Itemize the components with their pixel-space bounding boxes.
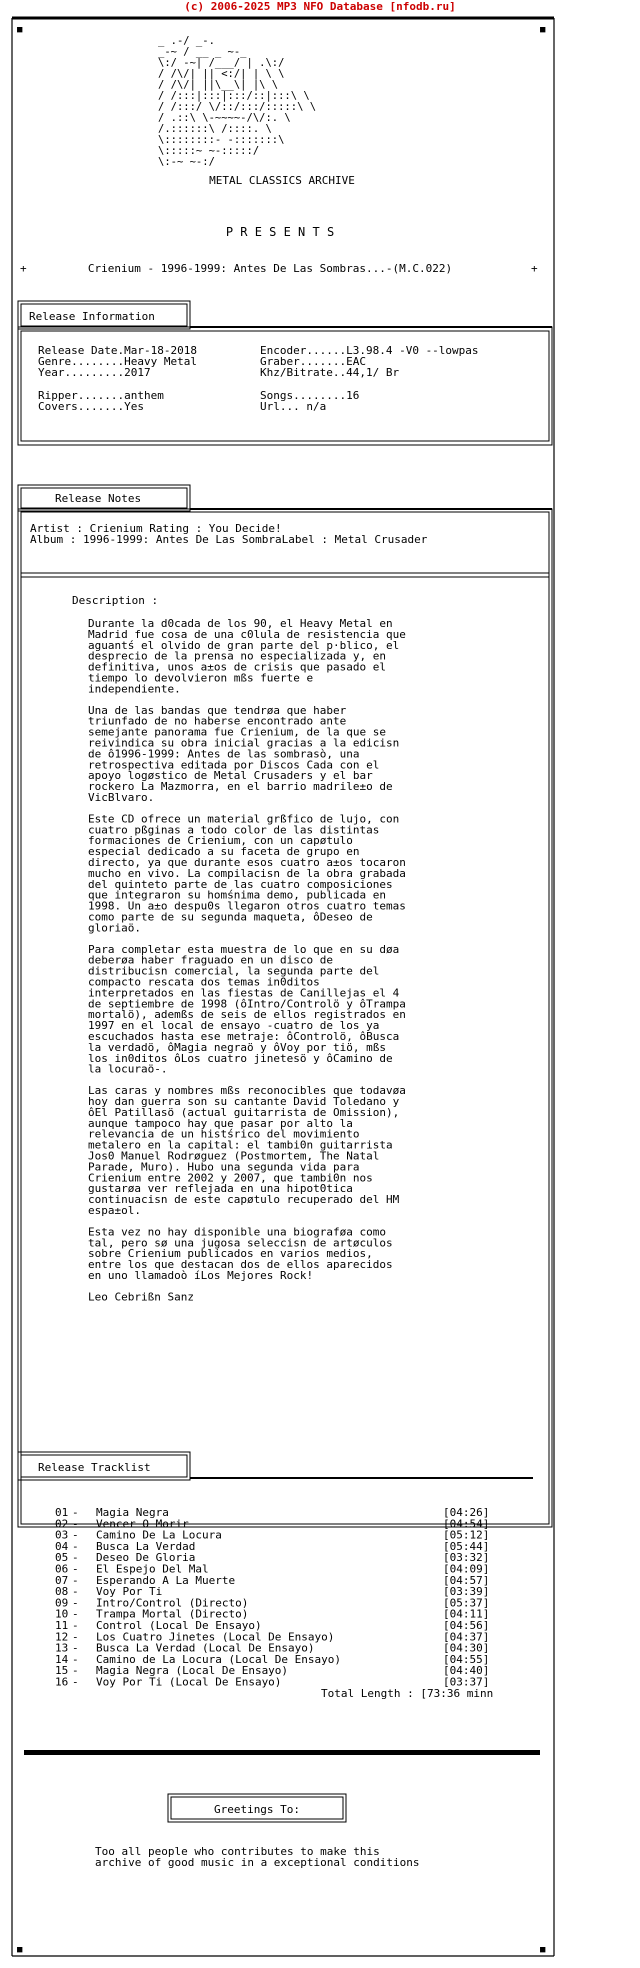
release-info-field: Khz/Bitrate..44,1/ Br [260,366,400,379]
description-line: relevancia de un histśrico del movimiento [88,1127,360,1141]
greetings-heading: Greetings To: [213,1803,301,1816]
description-line: aunque tampoco hay que pasar por alto la [88,1116,353,1130]
description-line: del quinteto parte de las cuatro composiciones [88,877,393,891]
description-line: retrospectiva editada por Discos Cada con el [88,758,380,772]
track-title: Voy Por Ti (Local De Ensayo) [96,1675,282,1689]
artist-line: Artist : Crienium Rating : You Decide! [30,522,282,535]
track-number: 10 [55,1607,69,1621]
track-dash: - [72,1528,79,1542]
release-title: Crienium - 1996-1999: Antes De Las Sombras...-(M.C.022) [87,262,453,275]
track-title: Trampa Mortal (Directo) [96,1607,249,1621]
track-duration: [04:09] [443,1562,490,1576]
track-title: Voy Por Ti [96,1585,163,1599]
release-info-heading: Release Information [29,310,155,323]
track-dash: - [72,1664,79,1678]
description-line: triunfado de no haberse encontrado ante [88,714,347,728]
track-number: 06 [55,1562,69,1576]
track-title: Magia Negra (Local De Ensayo) [96,1664,289,1678]
track-number: 08 [55,1585,69,1599]
description-line: deberøa haber fraguado en un disco de [88,953,334,967]
logo-art-line: \::::::::- -:::::::\ [158,134,285,146]
frame-corner-marker: ■ [17,25,23,35]
track-number: 09 [55,1596,69,1610]
track-number: 05 [55,1551,69,1565]
description-line: interpretados en las fiestas de Canillejas el 4 [88,986,400,1000]
track-number: 15 [55,1664,69,1678]
greetings-line: Too all people who contributes to make this [95,1845,380,1858]
track-dash: - [72,1630,79,1644]
logo-art-line: /.::::::\ /::::. \ [158,123,272,135]
description-line: formaciones de Crienium, con un capøtulo [88,834,353,848]
track-title: Magia Negra [96,1506,169,1519]
track-number: 11 [55,1619,69,1632]
description-line: Madrid fue cosa de una c0lula de resistencia que [88,627,406,641]
description-line: sobre Crienium publicados en varios medios, [88,1247,373,1261]
title-left-marker: + [20,262,27,275]
track-duration: [04:54] [443,1517,490,1531]
description-line: VicBlvaro. [88,791,155,804]
track-dash: - [72,1539,79,1553]
description-line: desprecio de la prensa no especializada y, en [88,649,387,663]
track-duration: [03:37] [443,1675,490,1689]
release-info-field: Year.........2017 [38,366,151,379]
description-line: compacto rescata dos temas in0ditos [88,975,320,989]
description-line: rockero La Mazmorra, en el barrio madrile±o de [88,780,393,794]
track-title: Busca La Verdad [96,1539,196,1553]
track-list [55,1506,489,1689]
track-number: 16 [55,1675,69,1689]
track-duration: [04:40] [443,1664,490,1678]
track-title: Vencer O Morir [96,1517,189,1531]
description-body [88,617,406,1303]
track-duration: [03:39] [443,1585,490,1599]
release-info-field: Covers.......Yes [38,400,144,413]
track-dash: - [72,1506,79,1519]
description-line: Crienium entre 2002 y 2007, que tambi0n nos [88,1171,373,1185]
copyright-header: (c) 2006-2025 MP3 NFO Database [nfodb.ru] [184,0,456,13]
description-line: de ô1996-1999: Antes de las sombrasò, una [88,747,360,761]
logo-art-line: _ .-/ _-. [158,35,215,47]
release-notes-heading: Release Notes [55,492,142,505]
track-duration: [05:37] [443,1596,490,1610]
track-title: Camino De La Locura [96,1528,222,1542]
track-title: Esperando A La Muerte [96,1573,236,1587]
description-line: 1997 en el local de ensayo -cuatro de los ya [88,1019,380,1033]
track-title: Control (Local De Ensayo) [96,1619,262,1632]
description-line: tal, pero sø una jugosa seleccisn de artøculos [88,1236,393,1250]
track-duration: [04:11] [443,1607,490,1621]
tracklist-heading: Release Tracklist [38,1461,151,1474]
description-line: 1998. Un a±o despu0s llegaron otros cuatro temas [88,899,406,913]
description-line: hoy dan guerra son su cantante David Toledano y [88,1095,400,1108]
release-info-field: Release Date.Mar-18-2018 [38,344,197,357]
track-duration: [03:32] [443,1551,490,1565]
logo-art-line: / /\/| ||\__\| |\ \ [158,79,279,91]
track-dash: - [72,1641,79,1655]
track-dash: - [72,1619,79,1632]
description-line: cuatro pßginas a todo color de las distintas [88,823,380,837]
description-line: Durante la d0cada de los 90, el Heavy Metal en [88,617,393,630]
track-number: 01 [55,1506,69,1519]
logo-art-line: \:::::~ ~-:::::/ [158,145,260,157]
description-line: gustarøa ver reflejada en una hipot0tica [88,1182,353,1196]
track-dash: - [72,1551,79,1565]
description-line: reivindica su obra inicial gracias a la edicisn [88,736,400,750]
description-line: Jos0 Manuel Rodrøguez (Postmortem, The Natal [88,1149,380,1163]
track-title: Los Cuatro Jinetes (Local De Ensayo) [96,1630,335,1644]
track-dash: - [72,1675,79,1689]
release-info-field: Ripper.......anthem [38,389,164,402]
track-number: 14 [55,1652,69,1666]
track-number: 02 [55,1517,69,1531]
logo-art-line: / .::\ \-~~~~-/\/:. \ [158,112,291,124]
description-line: especial dedicado a su faceta de grupo en [88,845,360,859]
description-line: aguantś el olvido de gran parte del p·blico, el [88,638,400,652]
logo-art-line: \:/ -~| /___/ | .\:/ [158,57,285,69]
track-number: 04 [55,1539,69,1553]
track-number: 03 [55,1528,69,1542]
track-title: Camino de La Locura (Local De Ensayo) [96,1652,342,1666]
frame-corner-marker: ■ [540,25,546,35]
title-right-marker: + [531,262,538,275]
track-dash: - [72,1573,79,1587]
description-line: continuacisn de este capøtulo recuperado del HM [88,1193,400,1207]
description-line: de septiembre de 1998 (ôIntro/Controlö y ôTrampa [88,997,406,1011]
description-line: espa±ol. [88,1204,141,1217]
track-duration: [04:57] [443,1573,490,1587]
track-duration: [04:55] [443,1652,490,1666]
track-duration: [04:30] [443,1641,490,1655]
description-line: directo, ya que durante esos cuatro a±os tocaron [88,856,406,869]
description-line: tiempo lo devolvieron mßs fuerte e [88,671,314,685]
track-number: 13 [55,1641,69,1655]
description-line: que integraron su homśnima demo, publicada en [88,888,387,902]
track-dash: - [72,1562,79,1576]
description-line: en uno llamadoò íLos Mejores Rock! [88,1269,314,1282]
description-line: Para completar esta muestra de lo que en su døa [88,942,400,956]
logo-art-line: / /\/| || <:/| | \ \ [158,68,285,80]
description-line: gloriaö. [88,921,141,935]
description-line: definitiva, unos a±os de crisis que pasado el [88,660,387,674]
release-info-field: Url... n/a [260,400,327,413]
description-line: Las caras y nombres mßs reconocibles que todavøa [88,1084,406,1098]
description-line: la locuraö-. [88,1062,168,1076]
section-divider [24,1750,540,1755]
description-line: Este CD ofrece un material grßfico de lujo, con [88,812,400,826]
logo-art-line: _-~ / __ _ ~-_ [158,46,247,58]
description-line: escuchados hasta ese metraje: ôControlö, ôBusca [88,1030,400,1043]
description-line: la verdadö, ôMagia negraö y ôVoy por tiö, mßs [88,1040,387,1054]
logo-art-line: / /:::|:::|:::/::|:::\ \ [158,90,310,102]
release-info-field: Graber.......EAC [260,355,366,368]
frame-corner-marker: ■ [17,1945,23,1955]
logo-art-line: \:-~ ~-:/ [158,156,215,168]
release-info-field: Encoder......L3.98.4 -V0 --lowpas [260,344,479,357]
total-length: Total Length : [73:36 minn [321,1687,494,1700]
description-line: como parte de su segunda maqueta, ôDeseo de [88,910,373,924]
track-duration: [05:12] [443,1528,490,1542]
description-line: Esta vez no hay disponible una biograføa como [88,1225,387,1239]
track-duration: [05:44] [443,1539,490,1553]
album-line: Album : 1996-1999: Antes De Las SombraLabel : Metal Crusader [30,533,428,546]
description-line: semejante panorama fue Crienium, de la que se [88,725,387,739]
description-line: ôEl Patillasö (actual guitarrista de Omission), [88,1105,400,1119]
description-line: mucho en vivo. La compilacisn de la obra grabada [88,866,406,880]
track-dash: - [72,1596,79,1610]
release-info-field: Songs........16 [260,389,360,402]
description-line: distribucisn comercial, la segunda parte del [88,964,380,978]
logo-caption: METAL CLASSICS ARCHIVE [209,174,355,187]
description-line: Parade, Muro). Hubo una segunda vida para [88,1160,360,1174]
description-line: Una de las bandas que tendrøa que haber [88,703,347,717]
logo-art-line: / /:::/ \/::/:::/:::::\ \ [158,101,317,113]
description-label: Description : [72,594,159,607]
description-line: mortalö), ademßs de seis de ellos registrados en [88,1008,406,1022]
track-number: 07 [55,1573,69,1587]
track-title: Busca La Verdad (Local De Ensayo) [96,1641,315,1655]
description-line: apoyo logøstico de Metal Crusaders y el bar [88,769,373,783]
greetings-line: archive of good music in a exceptional conditions [95,1856,420,1869]
description-line: metalero en la capital: el tambi0n guitarrista [88,1138,393,1152]
track-dash: - [72,1585,79,1599]
track-number: 12 [55,1630,69,1644]
ascii-logo [158,35,316,168]
track-dash: - [72,1652,79,1666]
track-title: El Espejo Del Mal [96,1562,209,1576]
description-line: los in0ditos ôLos cuatro jinetesö y ôCamino de [88,1051,393,1065]
track-title: Intro/Control (Directo) [96,1596,249,1610]
track-dash: - [72,1517,79,1531]
track-duration: [04:37] [443,1630,490,1644]
presents-heading: P R E S E N T S [225,225,335,239]
track-dash: - [72,1607,79,1621]
track-duration: [04:56] [443,1619,490,1632]
track-duration: [04:26] [443,1506,490,1519]
release-info-field: Genre........Heavy Metal [38,355,197,368]
description-line: entre los que destacan dos de ellos aparecidos [88,1258,393,1272]
description-line: Leo Cebrißn Sanz [88,1290,194,1304]
description-line: independiente. [88,682,181,696]
frame-corner-marker: ■ [540,1945,546,1955]
track-title: Deseo De Gloria [96,1551,196,1565]
